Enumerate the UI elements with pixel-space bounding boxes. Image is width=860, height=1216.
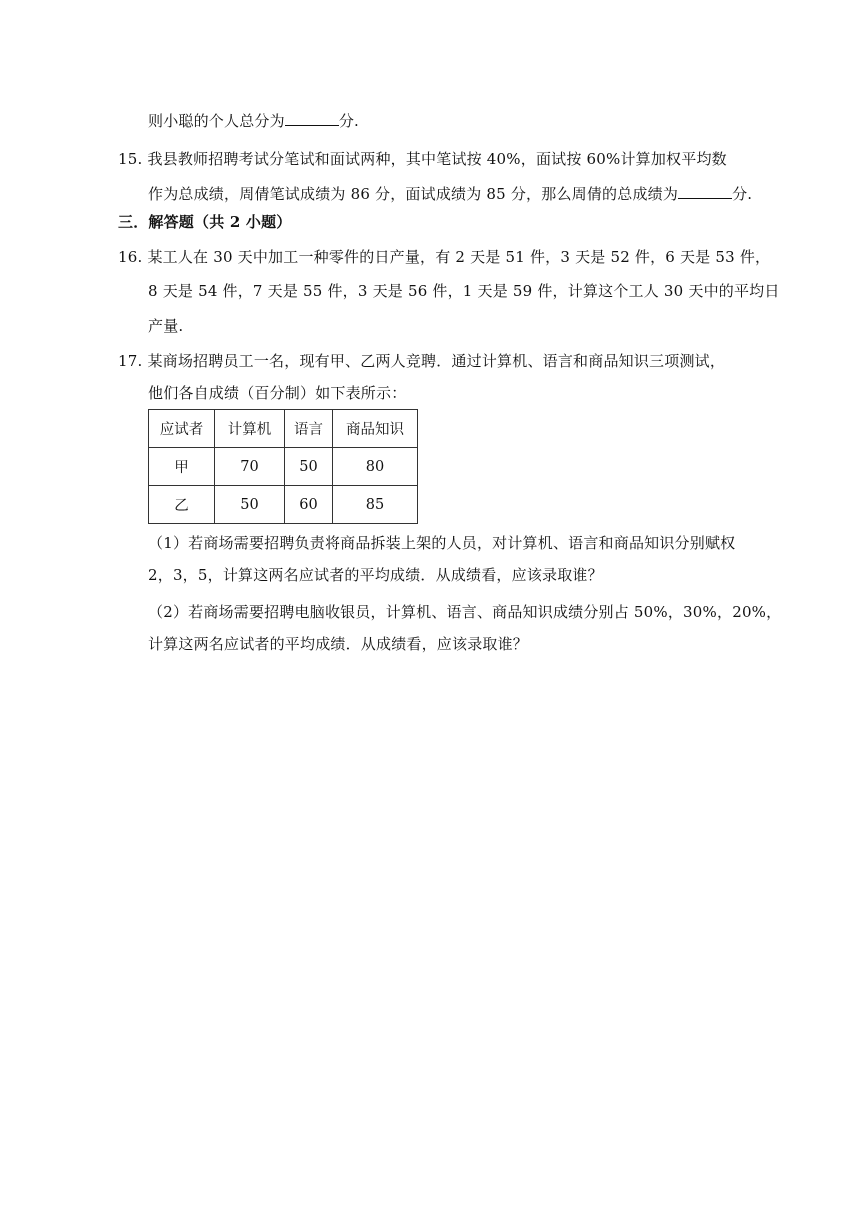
table-header-cell: 计算机 <box>215 410 285 448</box>
section-3-title: 三．解答题（共 2 小题） <box>118 213 292 231</box>
table-row <box>149 448 418 486</box>
table-header-cell: 商品知识 <box>333 410 418 448</box>
table-cell: 60 <box>285 486 333 524</box>
q17-part2-line-1: （2）若商场需要招聘电脑收银员，计算机、语言、商品知识成绩分别占 50%，30%，20%， <box>148 603 782 621</box>
table-cell: 50 <box>285 448 333 486</box>
q15-line-2 <box>148 184 752 204</box>
q17-part1-line-1: （1）若商场需要招聘负责将商品拆装上架的人员，对计算机、语言和商品知识分别赋权 <box>148 534 736 552</box>
q15-number: 15. <box>118 150 143 168</box>
table-row <box>149 486 418 524</box>
table-cell: 乙 <box>149 486 215 524</box>
q16-text-line1: 某工人在 30 天中加工一种零件的日产量，有 2 天是 51 件，3 天是 52 件，6 天是 53 件， <box>147 248 771 266</box>
table-cell: 甲 <box>149 448 215 486</box>
q17-text-line1: 某商场招聘员工一名，现有甲、乙两人竞聘．通过计算机、语言和商品知识三项测试， <box>147 352 726 370</box>
q15-text-line2-after: 分. <box>732 185 753 203</box>
table-cell: 85 <box>333 486 418 524</box>
table-cell: 70 <box>215 448 285 486</box>
q17-line-1 <box>118 351 725 371</box>
q17-part2-line-2: 计算这两名应试者的平均成绩．从成绩看，应该录取谁？ <box>148 635 529 653</box>
q15-text-line1: 我县教师招聘考试分笔试和面试两种，其中笔试按 40%，面试按 60%计算加权平均数 <box>147 150 727 168</box>
q14-tail-text-before: 则小聪的个人总分为 <box>148 112 285 130</box>
table-header-row <box>149 410 418 448</box>
q14-tail-text-after: 分. <box>338 112 359 130</box>
table-cell: 80 <box>333 448 418 486</box>
scores-table <box>148 409 418 524</box>
q17-number: 17. <box>118 352 143 370</box>
table-header-cell: 应试者 <box>149 410 215 448</box>
q16-line-3: 产量. <box>148 317 184 335</box>
q15-answer-blank <box>678 184 732 199</box>
q14-answer-blank <box>285 111 339 126</box>
q15-line-1 <box>118 149 727 169</box>
q16-line-1 <box>118 247 770 267</box>
q16-number: 16. <box>118 248 143 266</box>
table-cell: 50 <box>215 486 285 524</box>
q16-line-2: 8 天是 54 件，7 天是 55 件，3 天是 56 件，1 天是 59 件，计算这个工人 30 天中的平均日 <box>148 282 780 300</box>
table-header-cell: 语言 <box>285 410 333 448</box>
q14-tail-line <box>148 111 359 131</box>
q17-part1-line-2: 2，3，5，计算这两名应试者的平均成绩．从成绩看，应该录取谁？ <box>148 566 603 584</box>
q15-text-line2-before: 作为总成绩，周倩笔试成绩为 86 分，面试成绩为 85 分，那么周倩的总成绩为 <box>148 185 679 203</box>
q17-line-2: 他们各自成绩（百分制）如下表所示： <box>148 384 407 402</box>
